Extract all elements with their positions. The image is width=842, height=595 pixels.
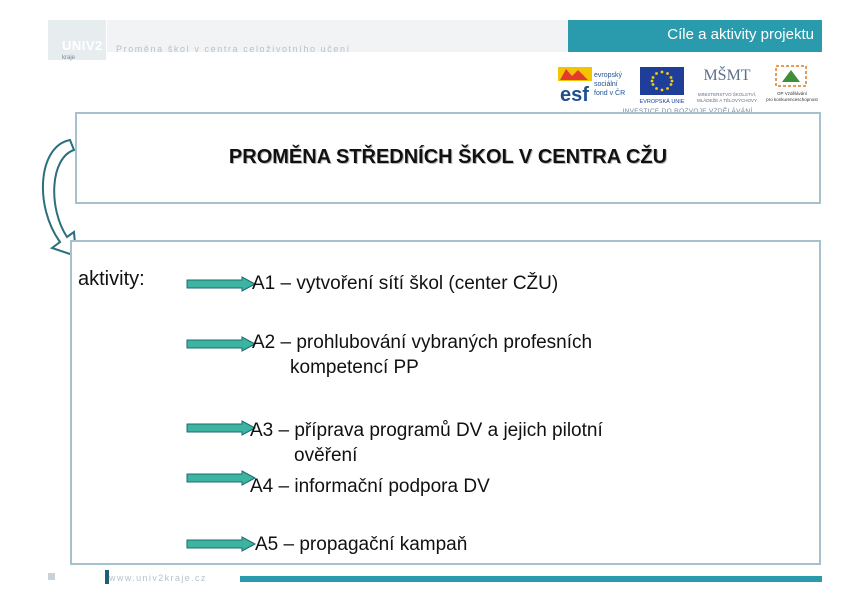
activities-label: aktivity: [78,268,145,290]
page-title: PROMĚNA STŘEDNÍCH ŠKOL V CENTRA CŽU [228,146,668,168]
header-title: Cíle a aktivity projektu [667,26,814,43]
msmt-line-2: MLÁDEŽE A TĚLOVÝCHOVY [697,98,757,103]
esf-logo [558,67,630,105]
msmt-logo [694,64,760,106]
esf-line-2: sociální [594,81,618,88]
arrow-right-icon [186,276,256,292]
activity-a3 [250,418,603,468]
activity-a1 [252,271,558,296]
activity-a5 [255,532,467,557]
op-line-1: OP Vzdělávání [777,91,807,96]
arrow-right-icon [186,336,256,352]
msmt-line-1: MINISTERSTVO ŠKOLSTVÍ, [697,92,757,97]
logo-subtitle: kraje [62,55,76,61]
activity-a1-text: A1 – vytvoření sítí škol (center CŽU) [252,273,559,294]
eu-flag-logo [638,67,686,105]
activity-a2-line2: kompetencí PP [290,357,419,378]
activity-a3-line1: A3 – příprava programů DV a jejich pilotní [250,420,603,441]
op-line-2: pro konkurenceschopnost [766,97,818,102]
activity-a2-line1: A2 – prohlubování vybraných profesních [252,332,593,353]
footer-bar [240,576,822,582]
univ2-logo: UNIV2 [62,38,103,53]
activity-a2 [252,330,592,380]
eu-label: EVROPSKÁ UNIE [639,99,685,105]
arrow-right-icon [186,536,256,552]
activity-a4 [250,474,490,499]
activity-a5-text: A5 – propagační kampaň [255,534,468,555]
footer-square [48,573,55,580]
op-vk-logo [766,64,818,106]
footer-url: www.univ2kraje.cz [109,573,207,583]
svg-text:esf: esf [560,84,589,105]
esf-line-3: fond v ČR [594,90,626,97]
svg-text:MŠMT: MŠMT [703,67,751,84]
header-tagline: Proměna škol v centra celoživotního učení [116,44,351,54]
activity-a4-text: A4 – informační podpora DV [250,476,490,497]
activity-a3-line2: ověření [294,445,358,466]
arrow-right-icon [186,420,256,436]
arrow-right-icon [186,470,256,486]
esf-line-1: evropský [594,72,623,79]
